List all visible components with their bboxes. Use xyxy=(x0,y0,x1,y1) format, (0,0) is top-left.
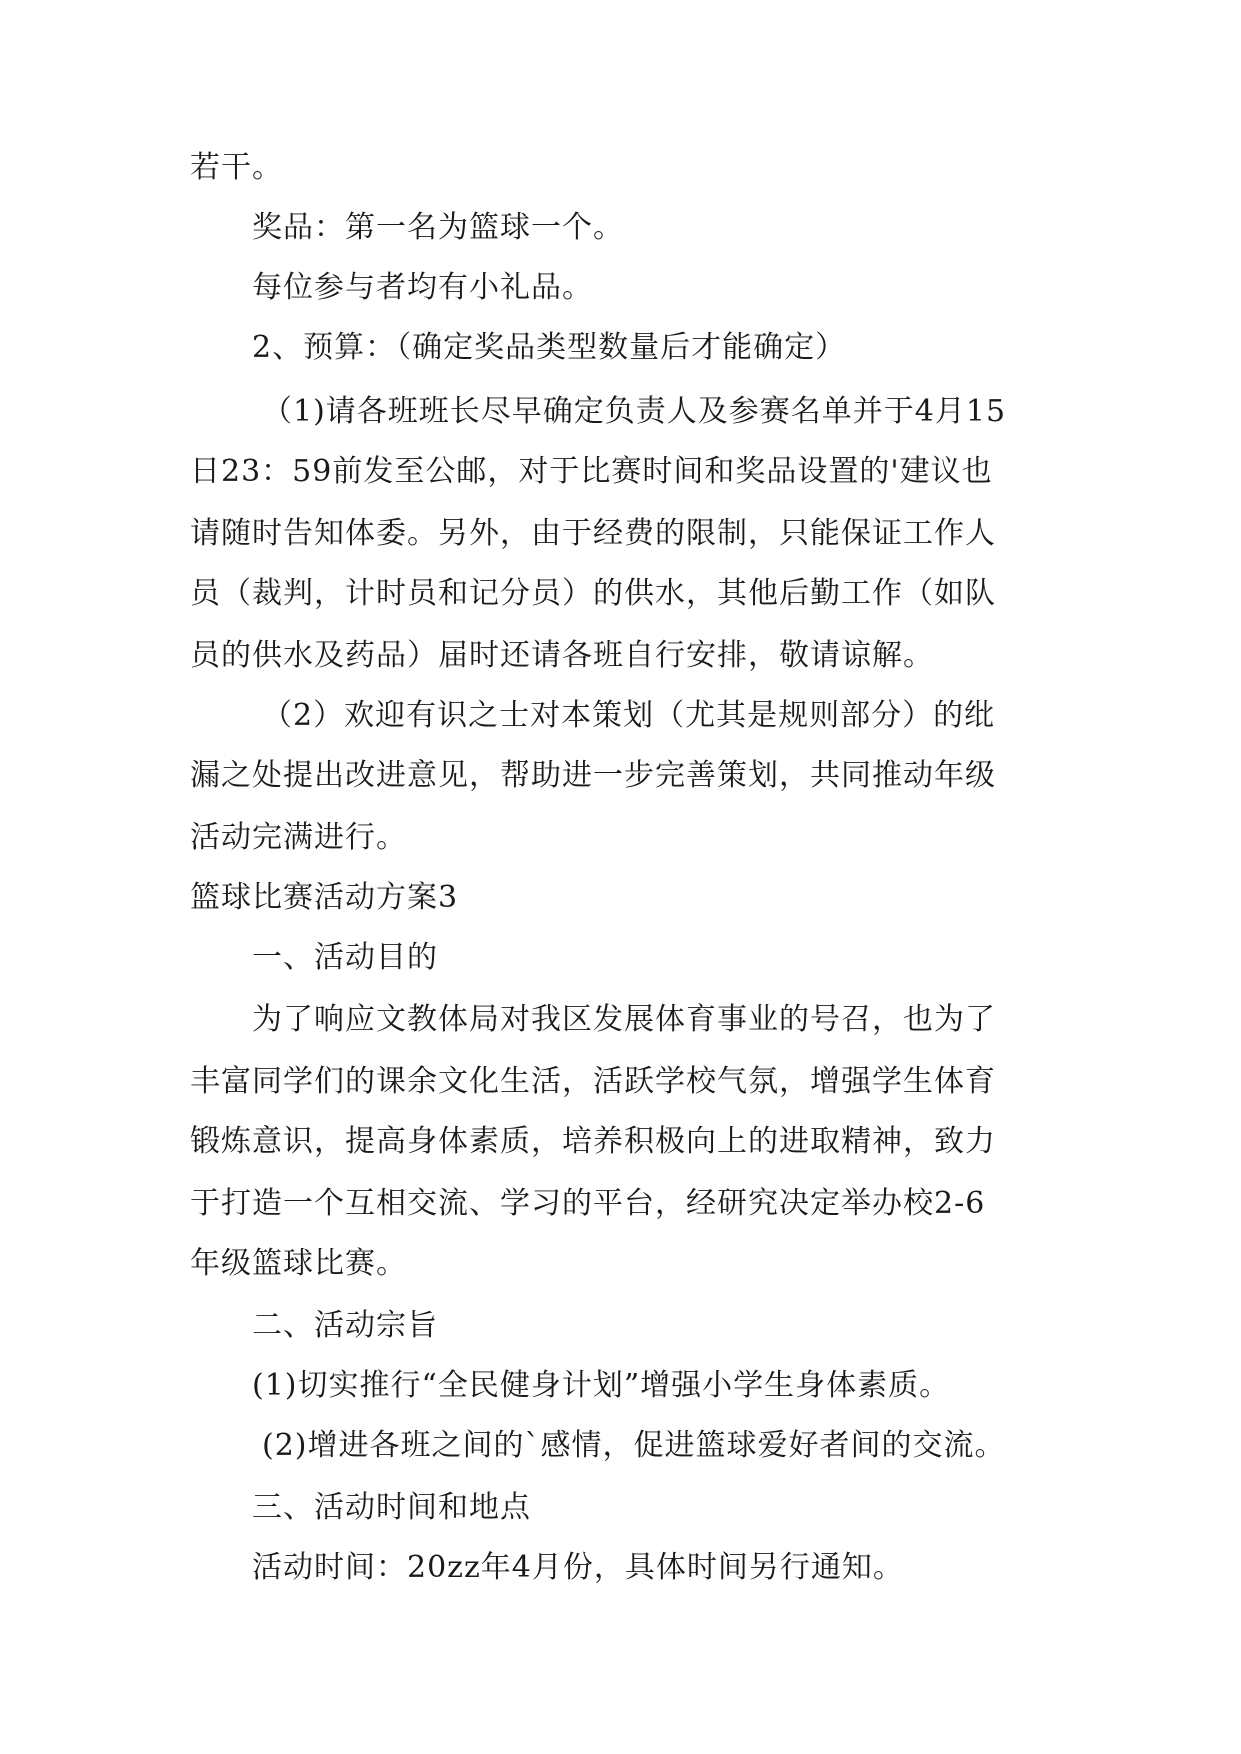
text-line: 一、活动目的 xyxy=(252,940,438,975)
text-line: 请随时告知体委。另外，由于经费的限制，只能保证工作人 xyxy=(190,516,996,551)
text-line: 锻炼意识，提高身体素质，培养积极向上的进取精神，致力 xyxy=(190,1124,996,1159)
text-line: (1)切实推行“全民健身计划”增强小学生身体素质。 xyxy=(252,1368,951,1403)
text-line: 2、预算：（确定奖品类型数量后才能确定） xyxy=(252,330,847,365)
text-line: （2）欢迎有识之士对本策划（尤其是规则部分）的纰 xyxy=(262,698,996,733)
text-line: 若干。 xyxy=(190,150,283,185)
text-line: 员（裁判，计时员和记分员）的供水，其他后勤工作（如队 xyxy=(190,576,996,611)
text-line: 于打造一个互相交流、学习的平台，经研究决定举办校2-6 xyxy=(190,1186,986,1221)
text-line: 奖品：第一名为篮球一个。 xyxy=(252,210,624,245)
section-heading: 篮球比赛活动方案3 xyxy=(190,880,459,915)
text-line: 为了响应文教体局对我区发展体育事业的号召，也为了 xyxy=(252,1002,996,1037)
text-line: 漏之处提出改进意见，帮助进一步完善策划，共同推动年级 xyxy=(190,758,996,793)
text-line: 活动完满进行。 xyxy=(190,820,407,855)
text-line: 每位参与者均有小礼品。 xyxy=(252,270,593,305)
text-line: 年级篮球比赛。 xyxy=(190,1246,407,1281)
text-line: 活动时间：20zz年4月份，具体时间另行通知。 xyxy=(252,1550,904,1585)
text-line: 丰富同学们的课余文化生活，活跃学校气氛，增强学生体育 xyxy=(190,1064,996,1099)
text-line: (2)增进各班之间的`感情，促进篮球爱好者间的交流。 xyxy=(262,1428,1006,1463)
text-line: 二、活动宗旨 xyxy=(252,1308,438,1343)
text-line: 员的供水及药品）届时还请各班自行安排，敬请谅解。 xyxy=(190,638,934,673)
text-line: （1)请各班班长尽早确定负责人及参赛名单并于4月15 xyxy=(262,394,1007,429)
text-line: 三、活动时间和地点 xyxy=(252,1490,531,1525)
text-line: 日23：59前发至公邮，对于比赛时间和奖品设置的'建议也 xyxy=(190,454,993,489)
